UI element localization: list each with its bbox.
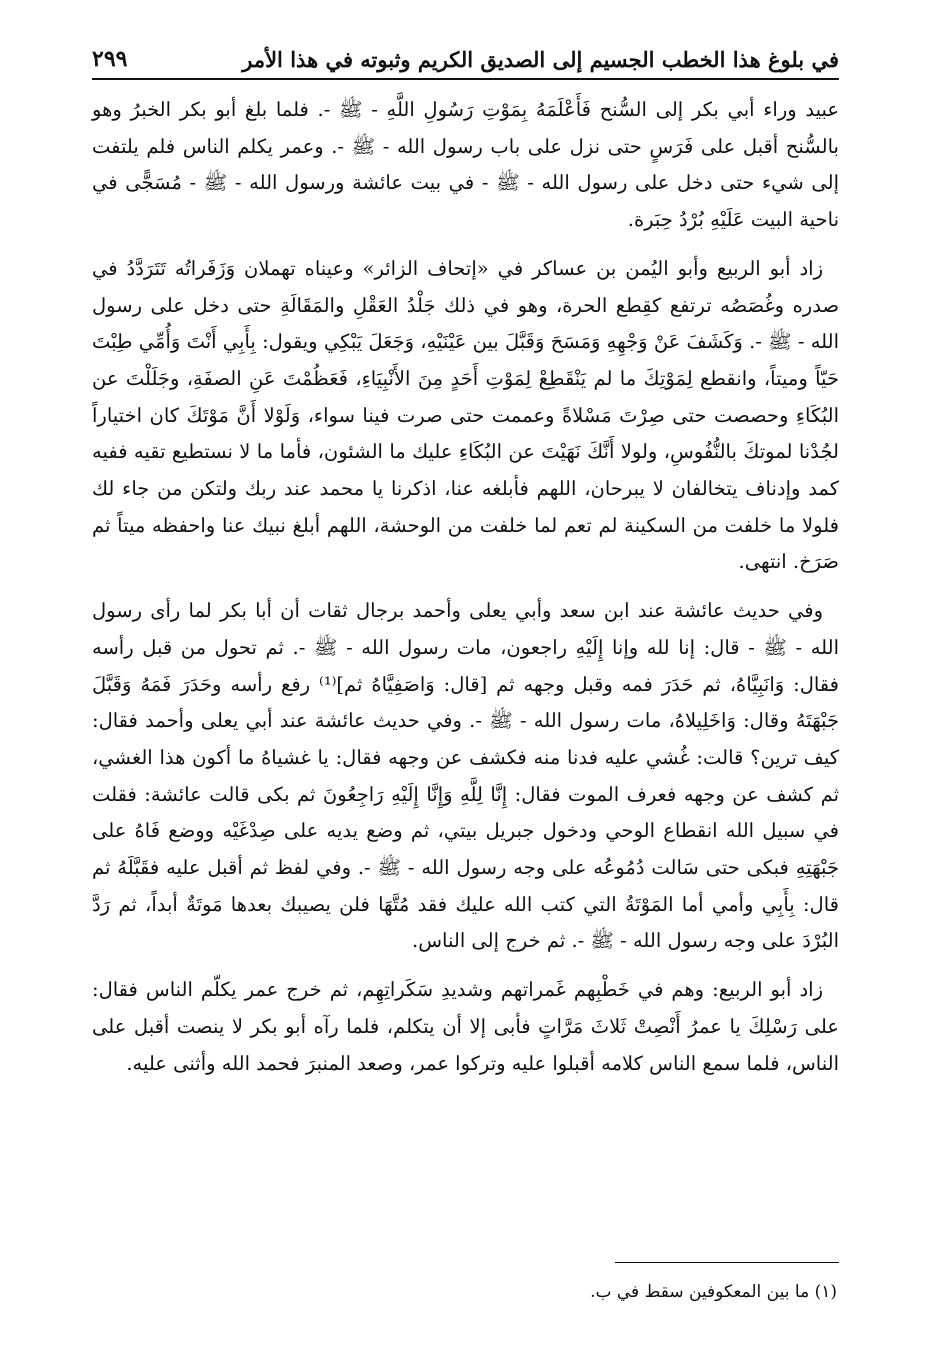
- paragraph: وفي حديث عائشة عند ابن سعد وأبي يعلى وأحمد برجال ثقات أن أبا بكر لما رأى رسول الله - ﷺ - قال: إنا لله وإنا إِلَيْهِ راجعون، مات رسول الله - ﷺ -. ثم تحول من قبل رأسه فقال: وَانَبِيَّاهُ، ثم حَدَرَ فمه وقبل وجهه ثم [قال: وَاصَفِيَّاهُ ثم]⁽¹⁾ رفع رأسه وحَدَرَ فَمَهُ وَقَبَّلَ جَبْهَتَهُ وقال: وَاخَلِيلاهُ، مات رسول الله - ﷺ -. وفي حديث عائشة عند أبي يعلى وأحمد فقال: كيف ترين؟ قالت: غُشي عليه فدنا منه فكشف عن وجهه فقال: يا غشياهُ ما أكون هذا الغشي، ثم كشف عن وجهه فعرف الموت فقال: إِنَّا لِلَّهِ وَإِنَّا إِلَيْهِ رَاجِعُونَ ثم بكى قالت عائشة: فقلت في سبيل الله انقطاع الوحي ودخول جبريل بيتي، ثم وضع يديه على صِدْغَيْه ووضع فَاهُ على جَبْهَتِهِ فبكى حتى سَالت دُمُوعُه على وجه رسول الله - ﷺ -. وفي لفظ ثم أقبل عليه فقَبَّلَهُ ثم قال: بِأَبِي وأمي أما المَوْتَةُ التي كتب الله عليك فقد مُتَّهَا فلن يصيبك بعدها مَوتَةٌ أبداً، ثم رَدَّ البُرْدَ على وجه رسول الله - ﷺ -. ثم خرج إلى الناس.: [92, 599, 839, 953]
- main-text: [92, 92, 839, 1094]
- page-header: [92, 40, 839, 80]
- paragraph: زاد أبو الربيع: وهم في خَطْبِهم غَمراتهم وشديدِ سَكَراتِهِم، ثم خرج عمر يكلّم الناس فقال: على رَسْلِكَ يا عمرُ أَنْصِتْ ثَلاثَ مَرَّاتٍ فأبى إلا أن يتكلم، فلما رآه أبو بكر لا ينصت أقبل على الناس، فلما سمع الناس كلامه أقبلوا عليه وتركوا عمر، وصعد المنبرَ فحمد الله وأثنى عليه.: [92, 978, 839, 1075]
- paragraph: زاد أبو الربيع وأبو اليُمن بن عساكر في «إتحاف الزائر» وعيناه تهملان وَزَفَراتُه تَتَرَدَّدُ في صدره وغُصَصُه ترتفع كقِطع الحرة، وهو في ذلك جَلْدُ العَقْلِ والمَقَالَةِ حتى دخل على رسول الله - ﷺ -. وَكَشَفَ عَنْ وَجْهِهِ وَمَسَحَ وَقَبَّلَ بين عَيْنَيْهِ، وَجَعَلَ يَبْكِي ويقول: بِأَبِي أَنْتَ وَأُمِّي طِبْتَ حَيّاً وميتاً، وانقطع لِمَوْتِكَ ما لم يَنْقَطِعْ لِمَوْتِ أَحَدٍ مِنَ الأَنْبِيَاءِ، فَعَظُمْتَ عَنِ الصفَةِ، وجَلَلْتَ عن البُكَاءِ وحصصت حتى صِرْتَ مَسْلاةً وعممت حتى صرت فينا سواء، وَلَوْلا أَنَّ مَوْتَكَ كان اختياراً لجُدْنا لموتكَ بالنُّفُوسِ، ولولا أَنَّكَ نَهَيْتَ عن البُكَاءِ عليك ما الشئون، فأما ما لا نستطيع تقيه ففيه كمد وإدناف يتخالفان لا يبرحان، اللهم فأبلغه عنا، اذكرنا يا محمد عند ربك ولتكن من جاء لك فلولا ما خلفت من السكينة لم تعم لما خلفت من الوحشة، اللهم أبلغ نبيك عنا واحفظه ميتاً ثم صَرَخ. انتهى.: [92, 256, 839, 574]
- running-title: في بلوغ هذا الخطب الجسيم إلى الصديق الكريم وثبوته في هذا الأمر: [242, 46, 839, 72]
- footnote: (١) ما بين المعكوفين سقط في ب.: [590, 1282, 837, 1302]
- footnote-separator: [615, 1262, 839, 1263]
- paragraph: عبيد وراء أبي بكر إلى السُّنح فَأَعْلَمَهُ بِمَوْتِ رَسُولِ اللَّهِ - ﷺ -. فلما بلغ أبو بكر الخبرُ وهو بالسُّنح أقبل على فَرَسٍ حتى نزل على باب رسول الله - ﷺ -. وعمر يكلم الناس فلم يلتفت إلى شيء حتى دخل على رسول الله - ﷺ - في بيت عائشة ورسول الله - ﷺ - مُسَجًّى في ناحية البيت عَلَيْهِ بُرْدُ حِبَرة.: [92, 98, 839, 232]
- page-number: ٢٩٩: [92, 46, 128, 72]
